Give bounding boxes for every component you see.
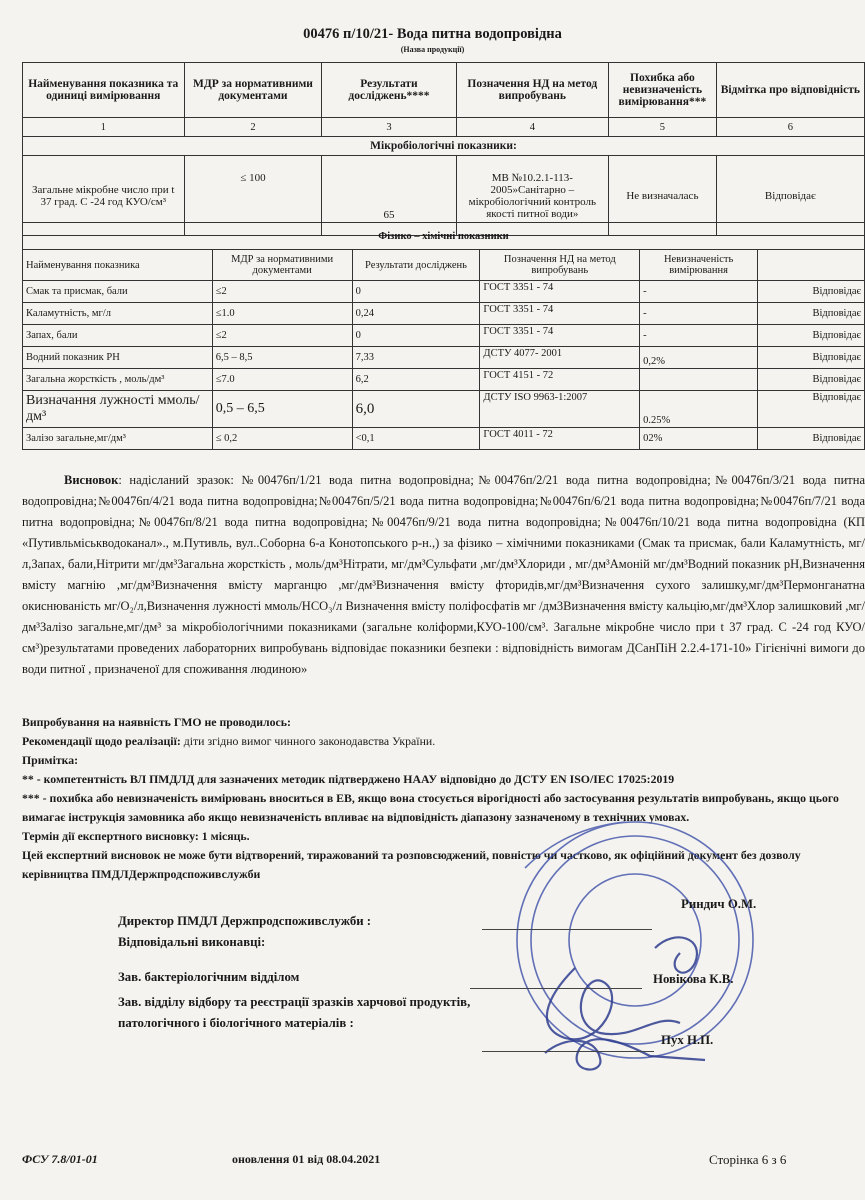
note-uncertainty: *** - похибка або невизначеність вимірювань вноситься в ЕВ, якщо вона стосується вірогідності або застосування результатів випробувань, якщо цього вимагає інструкція замовника або якщо невизначеність впливає на відповідність діапазону зазначеному в технічних умовах. xyxy=(22,791,839,824)
sampling-dept-title: Зав. відділу відбору та реєстрації зразків харчової продуктів, патологічного і біологічного матеріалів : xyxy=(118,995,471,1030)
indicator-uncertainty: - xyxy=(640,325,758,347)
indicator-norm: ≤7.0 xyxy=(212,369,352,391)
col-header-conformity: Відмітка про відповідність xyxy=(716,63,864,118)
col-header-uncertainty: Невизначеність вимірювання xyxy=(640,250,758,281)
indicator-name: Загальна жорсткість , моль/дм³ xyxy=(23,369,213,391)
conclusion-paragraph xyxy=(22,470,865,680)
indicator-method: ГОСТ 4011 - 72 xyxy=(480,428,640,450)
indicator-uncertainty xyxy=(640,369,758,391)
indicator-method: ГОСТ 3351 - 74 xyxy=(480,325,640,347)
indicator-name: Визначання лужності ммоль/дм³ xyxy=(23,391,213,428)
indicator-result: 0 xyxy=(352,281,480,303)
director-title: Директор ПМДЛ Держпродспоживслужби : xyxy=(118,914,372,928)
indicator-result: 6,2 xyxy=(352,369,480,391)
indicator-result: <0,1 xyxy=(352,428,480,450)
bact-dept-title: Зав. бактеріологічним відділом xyxy=(118,970,300,984)
indicator-method: ДСТУ ISO 9963-1:2007 xyxy=(480,391,640,428)
col-header-result: Результати досліджень xyxy=(352,250,480,281)
indicator-name: Залізо загальне,мг/дм³ xyxy=(23,428,213,450)
indicator-norm: 0,5 – 6,5 xyxy=(212,391,352,428)
indicator-conformity: Відповідає xyxy=(716,156,864,236)
indicator-uncertainty: Не визначалась xyxy=(609,156,717,236)
conclusion-label: Висновок xyxy=(64,473,119,487)
update-info: оновлення 01 від 08.04.2021 xyxy=(232,1152,381,1166)
indicator-conformity: Відповідає xyxy=(758,281,865,303)
column-numbers-row xyxy=(23,118,865,137)
indicator-conformity: Відповідає xyxy=(758,303,865,325)
indicator-method: ГОСТ 4151 - 72 xyxy=(480,369,640,391)
bact-signature-line xyxy=(470,988,642,989)
col-number: 1 xyxy=(23,118,185,137)
indicator-conformity: Відповідає xyxy=(758,347,865,369)
indicator-result: 6,0 xyxy=(352,391,480,428)
physchem-table-header xyxy=(23,250,865,281)
recommendation-text: діти згідно вимог чинного законодавства України. xyxy=(180,734,436,748)
recommendation xyxy=(22,732,865,751)
document-title: 00476 п/10/21- Вода питна водопровідна xyxy=(303,26,562,42)
indicator-name: Смак та присмак, бали xyxy=(23,281,213,303)
copyright-note: Цей експертний висновок не може бути відтворений, тиражований та розповсюджений, повністю чи частково, як офіційний документ без дозволу керівництва ПМДЛДержпродспоживслужби xyxy=(22,848,801,881)
indicator-result: 0 xyxy=(352,325,480,347)
col-header-name: Найменування показника та одиниці вимірювання xyxy=(23,63,185,118)
indicator-conformity: Відповідає xyxy=(758,325,865,347)
col-header-method: Позначення НД на метод випробувань xyxy=(480,250,640,281)
indicator-result: 7,33 xyxy=(352,347,480,369)
indicator-name: Загальне мікробне число при t 37 град. С -24 год КУО/см³ xyxy=(23,156,185,236)
indicator-norm: ≤2 xyxy=(212,281,352,303)
sampling-signature-line xyxy=(482,1051,654,1052)
director-signature-line xyxy=(482,929,652,930)
col-number: 5 xyxy=(609,118,717,137)
bact-dept-name: Новікова К.В. xyxy=(653,972,734,986)
table-row xyxy=(23,428,865,450)
indicator-conformity: Відповідає xyxy=(758,369,865,391)
indicator-norm: ≤ 100 xyxy=(184,156,322,236)
physchem-section-row xyxy=(23,223,865,250)
indicator-norm: 6,5 – 8,5 xyxy=(212,347,352,369)
indicator-method: ДСТУ 4077- 2001 xyxy=(480,347,640,369)
micro-section-title: Мікробіологічні показники: xyxy=(23,137,865,156)
table-row xyxy=(23,325,865,347)
indicator-norm: ≤ 0,2 xyxy=(212,428,352,450)
lab-stamp-seal xyxy=(505,808,765,1078)
indicator-name: Каламутність, мг/л xyxy=(23,303,213,325)
director-name: Риндич О.М. xyxy=(681,897,757,911)
recommendation-label: Рекомендації щодо реалізації: xyxy=(22,734,181,748)
indicator-conformity: Відповідає xyxy=(758,391,865,428)
table-row xyxy=(23,347,865,369)
table-row xyxy=(23,391,865,428)
col-number: 4 xyxy=(456,118,609,137)
validity-term: Термін дії експертного висновку: 1 місяць. xyxy=(22,829,250,843)
indicator-uncertainty: 02% xyxy=(640,428,758,450)
conclusion-text: : надісланий зразок: №00476п/1/21 вода питна водопровідна;№00476п/2/21 вода питна водопровідна;№00476п/3/21 вода питна водопровідна;№00476п/4/21 вода питна водопровідна;№00476п/5/21 вода питна водопровідна;№00476п/6/21 вода питна водопровідна;№00476п/7/21 вода питна водопровідна;№00476п/8/21 вода питна водопровідна;№00476п/9/21 вода питна водопровідна;№00476п/10/21 вода питна водопровідна (КП «Путивльміськводоканал»., м.Путивль, вул..Соборна 6-а Конотопського р-н.,) за фізико – хімічними показниками (Смак та присмак, бали Каламутність, мг/л,Запах, бали,Нітрити мг/дм³Загальна жорсткість , моль/дм³Нітрати, мг/дм³Сульфати ,мг/дм³Хлориди , мг/дм³Амоній мг/дм³Водний показник рН,Визначення вмісту магнію ,мг/дм³Визначення вмісту марганцю ,мг/дм³Визначення вмісту фторидів,мг/дм³Визначення сухого залишку,мг/дм³Пермонганатна окиснюваність мг/О₂/л,Визначення лужності ммоль/НСО₃/л Визначення вмісту поліфосфатів мг /дм3Визначення вмісту кальцію,мг/дм³Хлор залишковий ,мг/дм³Залізо загальне,мг/дм³ за мікробіологічними показниками (загальне коліформи,КУО-100/см³. Загальне мікробне число при t 37 град. С -24 год КУО/см³)результатами проведених лабораторних випробувань відповідає показники безпеки : відповідність вимогам ДСанПіН 2.2.4-171-10» Гігієнічні вимоги до води питної , призначеної для споживання людиною» xyxy=(22,473,865,676)
col-header-conformity xyxy=(758,250,865,281)
indicator-conformity: Відповідає xyxy=(758,428,865,450)
indicator-uncertainty: 0.25% xyxy=(640,391,758,428)
col-number: 3 xyxy=(322,118,456,137)
micro-table xyxy=(22,62,865,236)
col-header-result: Результати досліджень**** xyxy=(322,63,456,118)
indicator-result: 65 xyxy=(322,156,456,236)
table-row xyxy=(23,281,865,303)
indicator-method: ГОСТ 3351 - 74 xyxy=(480,281,640,303)
micro-table-header xyxy=(23,63,865,118)
indicator-result: 0,24 xyxy=(352,303,480,325)
indicator-uncertainty: 0,2% xyxy=(640,347,758,369)
col-header-uncertainty: Похибка або невизначеність вимірювання*** xyxy=(609,63,717,118)
sampling-dept-name: Пух Н.П. xyxy=(661,1033,714,1047)
micro-section-row xyxy=(23,137,865,156)
executors-label: Відповідальні виконавці: xyxy=(118,935,266,949)
physchem-section-title: Фізико – хімічні показники xyxy=(23,223,865,250)
indicator-method: ГОСТ 3351 - 74 xyxy=(480,303,640,325)
indicator-norm: ≤2 xyxy=(212,325,352,347)
indicator-method: МВ №10.2.1-113-2005»Санітарно – мікробіологічний контроль якості питної води» xyxy=(456,156,609,236)
note-label: Примітка: xyxy=(22,753,79,767)
gmo-note: Випробування на наявність ГМО не проводилось: xyxy=(22,715,291,729)
indicator-norm: ≤1.0 xyxy=(212,303,352,325)
table-row xyxy=(23,369,865,391)
col-number: 2 xyxy=(184,118,322,137)
physchem-table xyxy=(22,222,865,450)
col-header-norm: МДР за нормативними документами xyxy=(184,63,322,118)
table-row xyxy=(23,303,865,325)
note-competence: ** - компетентність ВЛ ПМДЛД для зазначених методик підтверджено НААУ відповідно до ДСТУ EN ISO/IEC 17025:2019 xyxy=(22,772,675,786)
col-header-method: Позначення НД на метод випробувань xyxy=(456,63,609,118)
document-subtitle: (Назва продукції) xyxy=(400,45,465,54)
col-header-name: Найменування показника xyxy=(23,250,213,281)
indicator-name: Запах, бали xyxy=(23,325,213,347)
col-header-norm: МДР за нормативними документами xyxy=(212,250,352,281)
indicator-name: Водний показник PH xyxy=(23,347,213,369)
page-number: Сторінка 6 з 6 xyxy=(709,1152,787,1167)
col-number: 6 xyxy=(716,118,864,137)
form-code: ФСУ 7.8/01-01 xyxy=(22,1152,98,1166)
indicator-uncertainty: - xyxy=(640,303,758,325)
indicator-uncertainty: - xyxy=(640,281,758,303)
